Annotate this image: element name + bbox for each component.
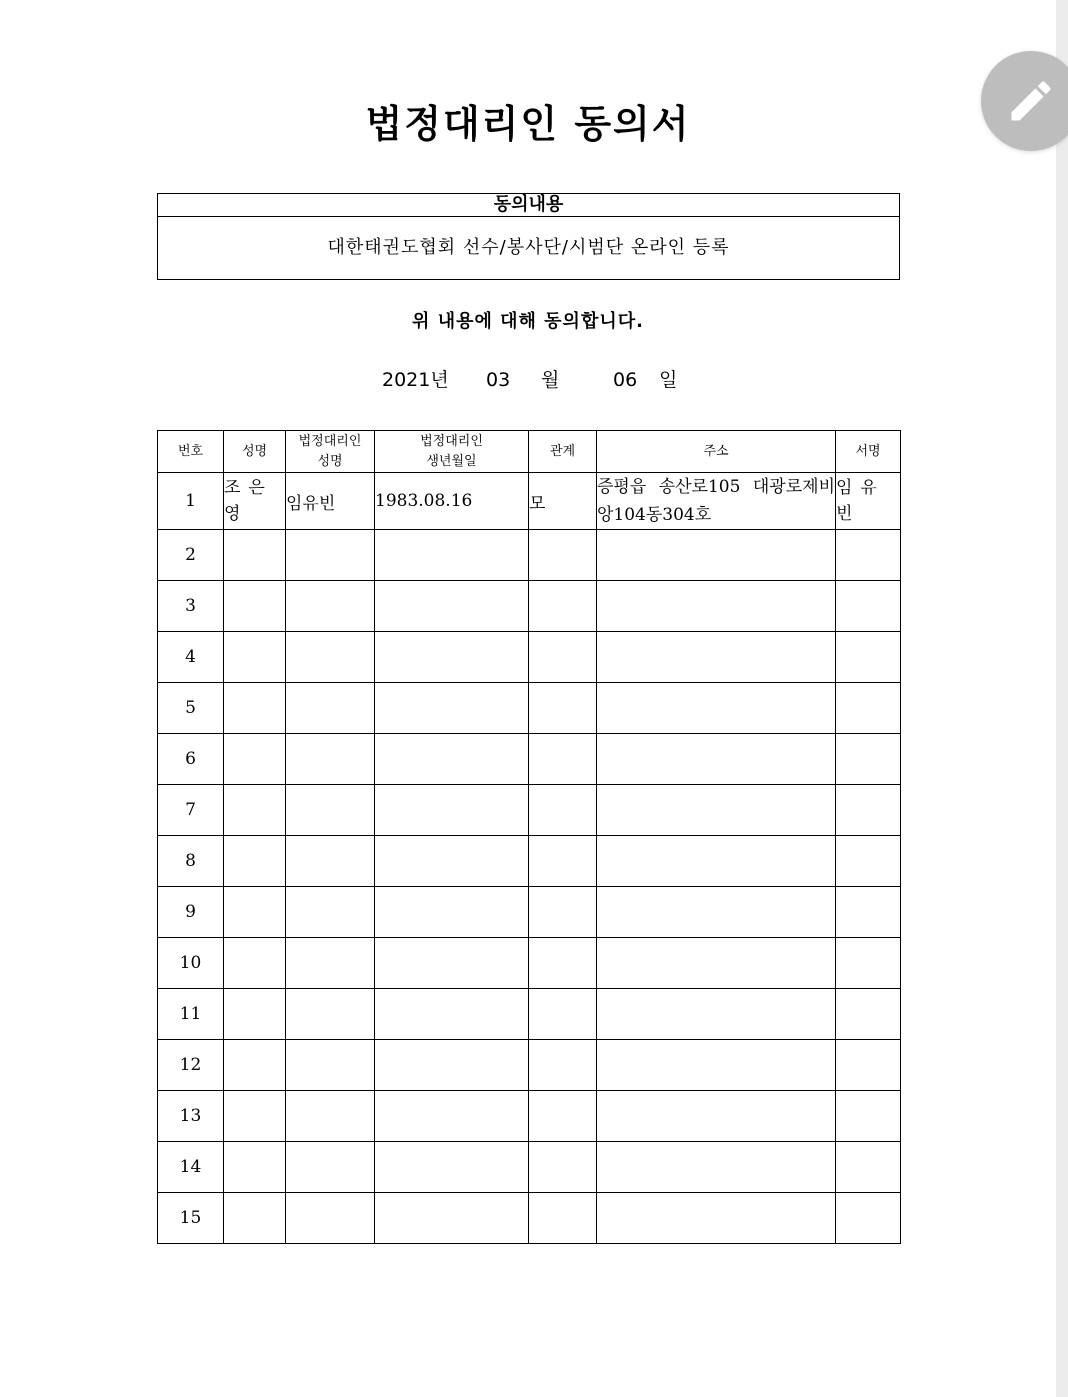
row-signature [836,836,901,887]
header-guardian-name-line2: 성명 [317,453,343,469]
guardian-table [157,430,901,1244]
row-guardian-name [286,1091,375,1142]
row-number: 14 [158,1142,224,1193]
agreement-statement: 위 내용에 대해 동의합니다. [412,311,644,332]
row-relation [529,938,597,989]
row-signature [836,938,901,989]
consent-header: 동의내용 [158,194,899,217]
document-title: 법정대리인 동의서 [365,102,691,146]
row-number: 11 [158,989,224,1040]
date-month-value: 03 [486,369,511,391]
header-guardian-birth [375,431,529,473]
row-signature [836,1193,901,1244]
row-guardian-birth [375,632,529,683]
row-number: 6 [158,734,224,785]
row-name [224,632,286,683]
row-guardian-birth [375,887,529,938]
row-guardian-birth [375,836,529,887]
row-guardian-name [286,836,375,887]
row-address [597,530,836,581]
row-address [597,989,836,1040]
row-name [224,530,286,581]
table-row [158,581,901,632]
header-signature: 서명 [836,431,901,473]
row-relation [529,989,597,1040]
table-row [158,473,901,530]
row-guardian-name [286,632,375,683]
row-signature [836,530,901,581]
table-row [158,785,901,836]
date-month-unit: 월 [541,369,560,391]
row-relation [529,530,597,581]
table-row [158,1193,901,1244]
row-guardian-birth [375,1142,529,1193]
row-relation: 모 [529,473,597,530]
row-signature [836,1091,901,1142]
table-row [158,887,901,938]
table-row [158,632,901,683]
table-row [158,683,901,734]
row-guardian-name [286,989,375,1040]
row-guardian-birth [375,1091,529,1142]
row-name [224,836,286,887]
row-number: 3 [158,581,224,632]
row-address [597,734,836,785]
row-guardian-name [286,581,375,632]
row-address [597,1142,836,1193]
row-name [224,1040,286,1091]
row-guardian-birth [375,785,529,836]
row-number: 15 [158,1193,224,1244]
row-name [224,683,286,734]
table-row [158,938,901,989]
row-guardian-name [286,938,375,989]
row-address [597,1091,836,1142]
table-row [158,1142,901,1193]
row-guardian-birth [375,581,529,632]
row-signature [836,581,901,632]
row-relation [529,1142,597,1193]
row-signature [836,734,901,785]
row-name [224,938,286,989]
row-relation [529,581,597,632]
row-guardian-name [286,1193,375,1244]
row-relation [529,836,597,887]
table-row [158,1040,901,1091]
date-day-value: 06 [613,369,638,391]
header-guardian-birth-line1: 법정대리인 [420,433,483,449]
row-guardian-birth [375,734,529,785]
row-relation [529,1040,597,1091]
row-signature: 임유빈 [836,473,901,530]
table-row [158,530,901,581]
row-address [597,938,836,989]
row-relation [529,785,597,836]
row-guardian-name [286,1142,375,1193]
row-guardian-name [286,1040,375,1091]
row-guardian-name [286,887,375,938]
row-name [224,887,286,938]
row-address [597,1040,836,1091]
row-number: 8 [158,836,224,887]
row-name [224,1193,286,1244]
pencil-icon [1005,75,1057,127]
row-signature [836,785,901,836]
row-signature [836,632,901,683]
header-address: 주소 [597,431,836,473]
row-guardian-name: 임유빈 [286,473,375,530]
row-guardian-birth [375,1193,529,1244]
row-relation [529,887,597,938]
table-row [158,836,901,887]
row-relation [529,683,597,734]
row-guardian-birth [375,1040,529,1091]
row-guardian-name [286,683,375,734]
row-number: 13 [158,1091,224,1142]
table-row [158,734,901,785]
row-number: 5 [158,683,224,734]
consent-box [157,193,900,280]
row-name [224,1142,286,1193]
row-signature [836,989,901,1040]
consent-content: 대한태권도협회 선수/봉사단/시범단 온라인 등록 [327,237,730,258]
row-signature [836,887,901,938]
row-name [224,581,286,632]
row-guardian-name [286,734,375,785]
row-address [597,1193,836,1244]
table-body [158,473,901,1244]
row-name [224,734,286,785]
row-number: 7 [158,785,224,836]
row-relation [529,1193,597,1244]
row-address [597,632,836,683]
table-row [158,1091,901,1142]
date-day-unit: 일 [659,369,678,391]
scrollbar-track[interactable] [1056,0,1068,1397]
row-address: 증평읍 송산로105 대광로제비앙104동304호 [597,473,836,530]
header-no: 번호 [158,431,224,473]
header-guardian-name [286,431,375,473]
row-signature [836,1040,901,1091]
header-guardian-birth-line2: 생년월일 [426,453,477,469]
date-year-value: 2021 [382,369,431,391]
row-address [597,836,836,887]
row-guardian-birth [375,683,529,734]
row-number: 2 [158,530,224,581]
row-name: 조은영 [224,473,286,530]
date-line [0,366,1056,394]
row-name [224,989,286,1040]
row-address [597,683,836,734]
row-guardian-birth: 1983.08.16 [375,473,529,530]
row-guardian-name [286,530,375,581]
row-name [224,785,286,836]
row-number: 9 [158,887,224,938]
date-year-unit: 년 [430,369,449,391]
date-year [382,366,449,394]
row-address [597,581,836,632]
row-number: 1 [158,473,224,530]
table-header-row [158,431,901,473]
row-number: 12 [158,1040,224,1091]
row-guardian-birth [375,530,529,581]
row-relation [529,1091,597,1142]
row-name [224,1091,286,1142]
header-guardian-name-line1: 법정대리인 [298,433,362,449]
row-signature [836,683,901,734]
table-row [158,989,901,1040]
row-guardian-birth [375,938,529,989]
row-signature [836,1142,901,1193]
row-relation [529,734,597,785]
row-guardian-name [286,785,375,836]
header-relation: 관계 [529,431,597,473]
header-name: 성명 [224,431,286,473]
row-relation [529,632,597,683]
row-guardian-birth [375,989,529,1040]
row-address [597,785,836,836]
row-number: 10 [158,938,224,989]
row-number: 4 [158,632,224,683]
row-address [597,887,836,938]
